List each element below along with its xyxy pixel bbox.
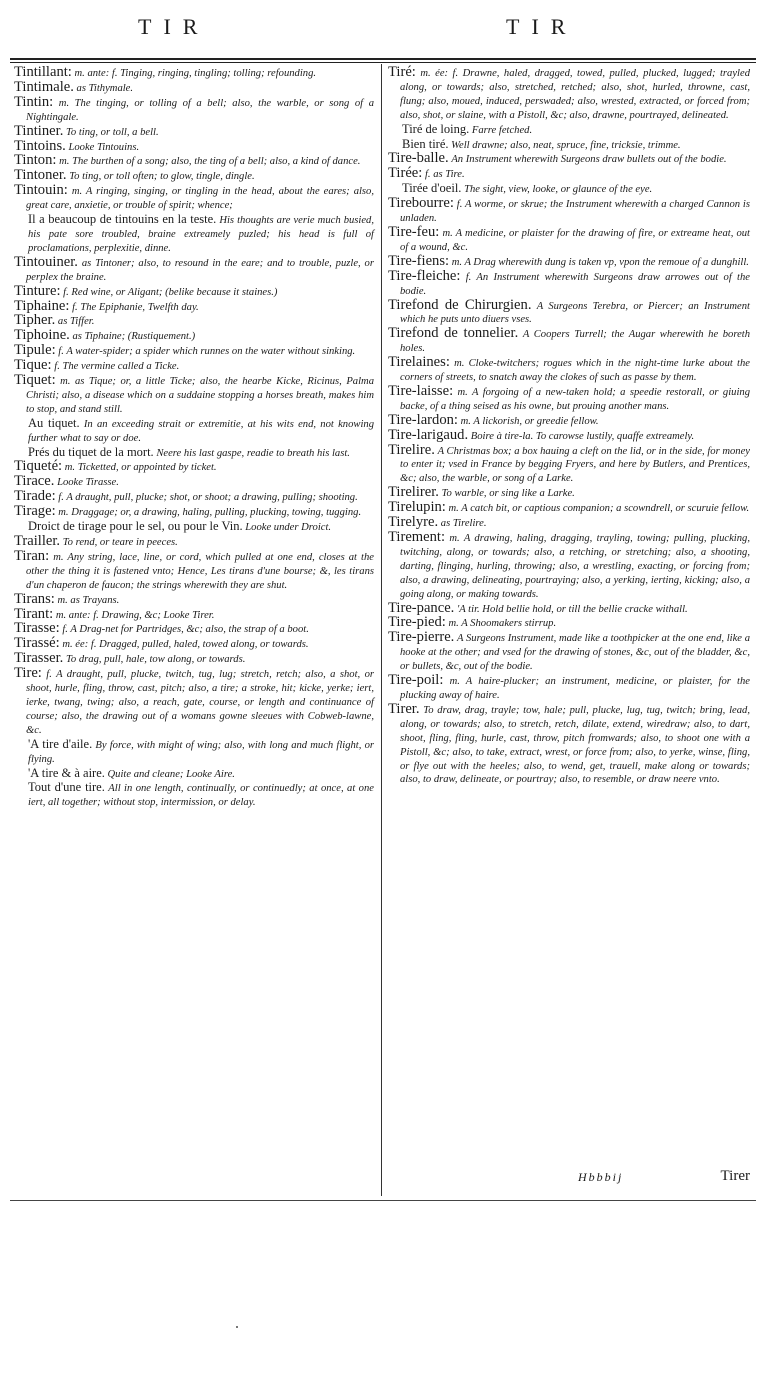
dictionary-entry <box>14 490 374 505</box>
definition: m. ante: f. Drawing, &c; Looke Tirer. <box>55 609 215 621</box>
headword: Tirefond de Chirurgien. <box>388 296 532 313</box>
headword: Tiquet: <box>14 372 56 389</box>
headword: Au tiquet. <box>28 415 80 430</box>
dictionary-entry <box>388 501 750 516</box>
definition: f. Red wine, or Aligant; (belike because it staines.) <box>63 286 278 298</box>
headword: Tiphoine. <box>14 327 70 344</box>
headword: Tirace. <box>14 473 55 490</box>
headword: Tintiner. <box>14 122 64 139</box>
definition: m. as Trayans. <box>57 594 120 606</box>
definition: The sight, view, looke, or glaunce of the eye. <box>464 184 653 196</box>
definition: m. A Drag wherewith dung is taken vp, vpon the remoue of a dunghill. <box>451 256 749 268</box>
running-head <box>0 8 762 48</box>
definition: m. The burthen of a song; also, the ting of a bell; also, a kind of dance. <box>59 156 361 168</box>
dictionary-entry <box>388 327 750 356</box>
definition: as Tirelire. <box>440 518 487 530</box>
definition: m. A forgoing of a new-taken hold; a speedie restorall, or giuing backe, of a thing seised as his owne, but prouing another mans. <box>400 386 750 412</box>
definition: All in one length, continually, or continuedly; at once, at one iert, all together; without stop, intermission, or delay. <box>28 783 374 809</box>
headword: Prés du tiquet de la mort. <box>28 444 154 459</box>
definition: m. Cloke-twitchers; rogues which in the night-time lurke about the corners of streets, to snatch away the clokes of such as passe by them. <box>400 358 750 384</box>
dictionary-entry <box>388 167 750 182</box>
sub-entry <box>14 520 374 535</box>
sub-entry <box>14 767 374 782</box>
footer <box>388 1168 750 1188</box>
definition: f. as Tire. <box>424 169 465 181</box>
dictionary-entry <box>14 535 374 550</box>
headword: Tirelirer. <box>388 484 439 501</box>
definition: A Surgeons Instrument, made like a toothpicker at the one end, like a hooke at the other; and vsed for the drawing of stones, &c, out of the bladder, &c, or bullets, &c, out of the bodie. <box>400 633 750 673</box>
definition: m. A catch bit, or captious companion; a scowndrell, or scuruie fellow. <box>448 503 750 515</box>
definition: m. A drawing, haling, dragging, trayling, towing; pulling, plucking, twitching, along, or towards; also, a retching, or stretching; also, a shooting, darting, flinging, hurling, throwing; also, a wrestling, exacting, or forcing from; also, a drawing, delineating, pourtraying; also, a yerking, ierting, kicking; also, a going along, or making towards. <box>400 533 750 600</box>
headword: Droict de tirage pour le sel, ou pour le Vin. <box>28 519 243 534</box>
signature-mark: Hbbbij <box>578 1170 624 1184</box>
top-double-rule <box>10 62 756 63</box>
definition: To ting, or toll, a bell. <box>66 126 159 138</box>
headword: Tirasse: <box>14 620 60 637</box>
headword: Tintin: <box>14 93 54 110</box>
dictionary-entry <box>14 154 374 169</box>
sub-entry <box>14 213 374 256</box>
headword: Tipher. <box>14 312 56 329</box>
headword: Tirant: <box>14 605 54 622</box>
definition: An Instrument wherewith Surgeons draw bullets out of the bodie. <box>451 154 727 166</box>
headword: Tirage: <box>14 503 56 520</box>
headword: Tintoner. <box>14 167 67 184</box>
headword: Tire-pance. <box>388 599 455 616</box>
headword: Tirebourre: <box>388 195 454 212</box>
dictionary-entry <box>388 441 750 487</box>
definition: as Tiffer. <box>57 316 95 328</box>
headword: Tintillant: <box>14 64 72 80</box>
headword: Tirelire. <box>388 441 435 458</box>
definition: Looke under Droict. <box>245 522 332 534</box>
dictionary-entry <box>14 505 374 520</box>
definition: f. An Instrument wherewith Surgeons draw arrowes out of the bodie. <box>400 271 750 297</box>
running-head-right: TIR <box>506 14 578 39</box>
definition: By force, with might of wing; also, with long and much flight, or flying. <box>28 739 374 765</box>
headword: Tiphaine: <box>14 297 70 314</box>
definition: To warble, or sing like a Larke. <box>441 488 575 500</box>
headword: Tirement: <box>388 529 446 545</box>
dictionary-entry <box>14 475 374 490</box>
definition: Looke Tirasse. <box>57 477 119 489</box>
dictionary-entry <box>14 169 374 184</box>
right-column <box>388 66 750 787</box>
dictionary-entry <box>14 344 374 359</box>
definition: To draw, drag, trayle; tow, hale; pull, plucke, lug, tug, twitch; bring, lead, along, or towards; also, to stretch, retch, dilate, extend, wiredraw; also, to dart, shoot, fling, fling, hurle, cast, throw, pitch fromwards; also, to shoot one with a Pistoll, &c; also, to take, extract, wrest, or force from; also, to yerke, winse, fling, or flye out with the heeles; also, to wend, get, trauell, make along or towards; also, to draw, delineate, or pourtray; also, to resemble, or draw neere vnto. <box>400 704 750 786</box>
headword: 'A tire & à aire. <box>28 765 105 780</box>
definition: f. The vermine called a Ticke. <box>54 361 180 373</box>
definition: To drag, pull, hale, tow along, or towards. <box>66 654 246 666</box>
dictionary-entry <box>14 590 374 608</box>
definition: m. A Shoomakers stirrup. <box>448 618 557 630</box>
dictionary-entry <box>388 426 750 444</box>
dictionary-entry <box>14 329 374 344</box>
headword: Tintimale. <box>14 78 74 95</box>
definition: Quite and cleane; Looke Aire. <box>107 768 235 780</box>
headword: Tique: <box>14 357 52 374</box>
paper-speck <box>236 1326 238 1328</box>
sub-entry <box>14 781 374 810</box>
definition: A Christmas box; a box hauing a cleft on the lid, or in the side, for money to enter it; vsed in France by begging Fryers, and here by Butlers, and Prentices, &c; also, the warble, or song of a Larke. <box>400 445 750 485</box>
headword: Tire-feu: <box>388 223 440 240</box>
headword: Tirelupin: <box>388 499 446 516</box>
dictionary-entry <box>388 223 750 255</box>
definition: Neere his last gaspe, readie to breath his last. <box>156 447 350 459</box>
headword: 'A tire d'aile. <box>28 736 93 751</box>
definition: as Tintoner; also, to resound in the eare; and to trouble, puzle, or perplex the braine. <box>26 257 374 283</box>
dictionary-entry <box>388 296 750 328</box>
dictionary-entry <box>14 93 374 125</box>
headword: Tiqueté: <box>14 458 63 475</box>
dictionary-entry <box>14 547 374 593</box>
dictionary-entry <box>14 605 374 623</box>
dictionary-entry <box>14 374 374 417</box>
headword: Tintouiner. <box>14 253 78 270</box>
headword: Tinton: <box>14 152 57 169</box>
headword: Tirelyre. <box>388 514 439 531</box>
definition: m. A ringing, singing, or tingling in the head, about the eares; also, great care, anxietie, or trouble of spirit; whence; <box>26 186 375 212</box>
headword: Tire: <box>14 665 42 682</box>
dictionary-entry <box>388 356 750 385</box>
definition: A Coopers Turrell; the Augar wherewith he boreth holes. <box>400 329 751 355</box>
dictionary-entry <box>388 197 750 226</box>
headword: Tire-fleiche: <box>388 267 461 284</box>
dictionary-entry <box>388 152 750 167</box>
sub-entry <box>14 446 374 461</box>
dictionary-entry <box>14 137 374 155</box>
dictionary-entry <box>388 700 750 787</box>
definition: f. A worme, or skrue; the Instrument wherewith a charged Cannon is unladen. <box>400 199 750 225</box>
definition: m. A lickorish, or greedie fellow. <box>460 415 599 427</box>
dictionary-entry <box>388 66 750 123</box>
catchword: Tirer <box>720 1168 750 1184</box>
dictionary-entry <box>14 122 374 140</box>
dictionary-entry <box>14 460 374 475</box>
headword: Tirasser. <box>14 650 64 667</box>
headword: Bien tiré. <box>402 136 449 151</box>
definition: as Tiphaine; (Rustiquement.) <box>72 331 196 343</box>
headword: Tirée: <box>388 165 423 182</box>
definition: Farre fetched. <box>471 124 533 136</box>
column-divider <box>381 64 382 1196</box>
left-column <box>14 66 374 810</box>
definition: f. A water-spider; a spider which runnes on the water without sinking. <box>58 346 356 358</box>
definition: A Surgeons Terebra, or Piercer; an Instrument which he puts unto diuers vses. <box>400 300 750 326</box>
definition: as Tithymale. <box>76 82 134 94</box>
definition: Well drawne; also, neat, spruce, fine, tricksie, trimme. <box>451 139 681 151</box>
dictionary-entry <box>14 78 374 96</box>
sub-entry <box>14 417 374 446</box>
headword: Il a beaucoup de tintouins en la teste. <box>28 212 217 227</box>
definition: 'A tir. Hold bellie hold, or till the bellie cracke withall. <box>456 603 688 615</box>
headword: Trailler. <box>14 533 61 549</box>
definition: His thoughts are verie much busied, his pate sore troubled, braine extreamely puzled; his head is full of proclamations, perplexitie, dinne. <box>28 215 375 254</box>
headword: Tintoins. <box>14 137 66 154</box>
dictionary-entry <box>14 622 374 637</box>
headword: Tirée d'oeil. <box>402 181 462 196</box>
definition: m. Draggage; or, a drawing, haling, pulling, plucking, towing, tugging. <box>58 507 362 519</box>
definition: f. A draught, pull, plucke, twitch, tug, lug; stretch, retch; also, a shot, or shoot, hurle, fling, throw, cast, pitch; also, a tire; a stroke, hit; kicke, yerke; iert, ierke, twang, twing; also, a reach, gate, course, or length and continuance of course; also, the drawing out of a womans gowne sleeues with Cobweb-lawne, &c. <box>26 669 374 736</box>
headword: Tirelaines: <box>388 354 450 371</box>
headword: Tire-laisse: <box>388 382 454 399</box>
definition: Boire à tire-la. To carowse lustily, quaffe extreamely. <box>470 430 695 442</box>
definition: To ting, or toll often; to glow, tingle, dingle. <box>69 171 255 183</box>
dictionary-entry <box>388 531 750 602</box>
definition: m. ée: f. Dragged, pulled, haled, towed along, or towards. <box>62 639 309 651</box>
sub-entry <box>388 123 750 138</box>
sub-entry <box>14 738 374 767</box>
definition: f. The Epiphanie, Twelfth day. <box>72 301 199 313</box>
headword: Tintouin: <box>14 182 68 199</box>
definition: m. Any string, lace, line, or cord, which pulled at one end, closes at the other the thing it is fastened vnto; Hence, Les tirans d'une bourse; &, les tirans d'un chaperon de faucon; the strings wherewith they are shut. <box>26 551 374 591</box>
definition: m. A medicine, or plaister for the drawing of fire, or extreame heat, out of a wound, &c. <box>400 227 750 253</box>
dictionary-entry <box>388 382 750 414</box>
headword: Tire-poil: <box>388 672 444 689</box>
headword: Tinture: <box>14 282 61 299</box>
definition: f. A draught, pull, plucke; shot, or shoot; a drawing, pulling; shooting. <box>58 492 358 504</box>
dictionary-entry <box>14 359 374 374</box>
definition: m. ée: f. Drawne, haled, dragged, towed, pulled, plucked, lugged; trayled along, or towards; also, stretched, retched; also, shot, hurled, throwne, cast, flung; also, moued, induced, perswaded; also, wrested, extracted, or forced from; also, shot, or slaine, with a Pistoll, &c; also, drawne, pourtrayed, delineated. <box>400 68 750 121</box>
dictionary-entry <box>14 184 374 213</box>
headword: Tiran: <box>14 547 50 564</box>
dictionary-entry <box>14 667 374 738</box>
headword: Tiré: <box>388 64 416 80</box>
headword: Tire-pied: <box>388 614 446 631</box>
running-head-left: TIR <box>138 14 210 39</box>
headword: Tirans: <box>14 590 55 607</box>
dictionary-entry <box>388 631 750 674</box>
headword: Tirer. <box>388 700 420 717</box>
headword: Tirassé: <box>14 635 60 652</box>
definition: m. The tinging, or tolling of a bell; also, the warble, or song of a Nightingale. <box>26 97 374 123</box>
headword: Tirade: <box>14 488 56 505</box>
headword: Tire-lardon: <box>388 411 458 428</box>
definition: In an exceeding strait or extremitie, at his wits end, not knowing further what to say or doe. <box>28 418 374 444</box>
headword: Tiré de loing. <box>402 121 470 136</box>
definition: m. as Tique; or, a little Ticke; also, the hearbe Kicke, Ricinus, Palma Christi; also, a disease which on a suddaine stopping a horses breath, makes him to stop, and stand still. <box>26 376 374 415</box>
dictionary-entry <box>14 652 374 667</box>
headword: Tire-fiens: <box>388 252 450 269</box>
headword: Tire-pierre. <box>388 629 455 646</box>
headword: Tout d'une tire. <box>28 780 105 795</box>
headword: Tirefond de tonnelier. <box>388 325 519 342</box>
headword: Tire-larigaud. <box>388 426 469 443</box>
definition: f. A Drag-net for Partridges, &c; also, the strap of a boot. <box>62 624 309 636</box>
headword: Tipule: <box>14 342 56 359</box>
definition: To rend, or teare in peeces. <box>62 537 178 548</box>
definition: m. Ticketted, or appointed by ticket. <box>64 462 217 474</box>
definition: m. A haire-plucker; an instrument, medicine, or plaister, for the plucking away of haire. <box>400 676 750 701</box>
dictionary-entry <box>388 674 750 703</box>
definition: m. ante: f. Tinging, ringing, tingling; tolling; refounding. <box>74 68 317 79</box>
dictionary-entry <box>14 297 374 315</box>
dictionary-entry <box>14 253 374 285</box>
dictionary-entry <box>14 637 374 652</box>
dictionary-entry <box>388 267 750 299</box>
definition: Looke Tintouins. <box>68 141 140 153</box>
headword: Tire-balle. <box>388 150 449 167</box>
